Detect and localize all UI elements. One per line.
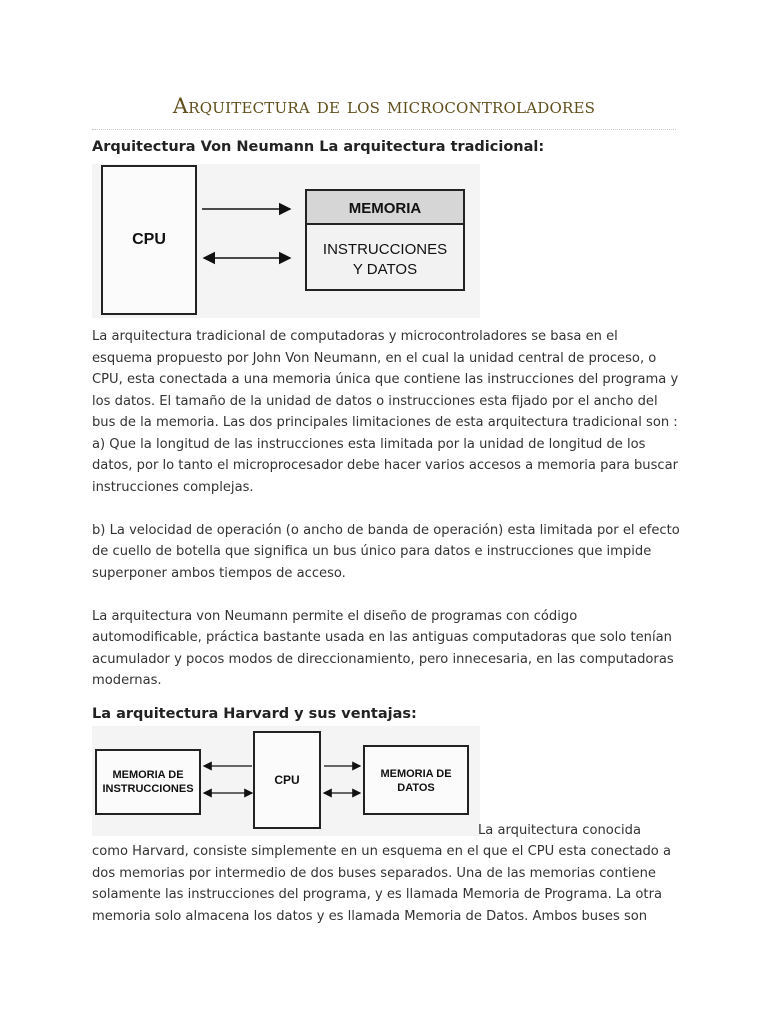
von-neumann-text [92,326,682,692]
paragraph-limitation-a: a) Que la longitud de las instrucciones esta limitada por la unidad de longitud de los datos, por lo tanto el microprocesador debe hacer varios accesos a memoria para buscar instrucciones complejas. [92,436,679,495]
harvard-diagram [92,726,480,836]
harvard-text-start: La arquitectura conocida [478,823,641,838]
memory-contents-line2: Y DATOS [352,261,418,278]
von-neumann-heading: Arquitectura Von Neumann La arquitectura tradicional: [92,139,545,155]
memory-label: MEMORIA [348,200,422,217]
memory-contents-line1: INSTRUCCIONES [322,241,448,258]
instruction-memory-box [96,750,200,814]
page-title: Arquitectura de los microcontroladores [172,94,596,118]
paragraph-self-modifying: La arquitectura von Neumann permite el diseño de programas con código automodificable, práctica bastante usada en las antiguas computadoras que solo tenían acumulador y pocos modos de direccionamiento, pero innecesaria, en las computadoras modernas. [92,608,674,688]
harvard-heading: La arquitectura Harvard y sus ventajas: [92,706,417,722]
data-memory-line2: DATOS [397,782,435,794]
harvard-cpu-label: CPU [274,773,300,787]
data-memory-line1: MEMORIA DE [380,768,452,780]
instruction-memory-line1: MEMORIA DE [112,769,184,781]
von-neumann-diagram [92,164,480,318]
data-memory-box [364,746,468,814]
harvard-text: como Harvard, consiste simplemente en un esquema en el que el CPU esta conectado a dos memorias por intermedio de dos buses separados. Una de las memorias contiene solamente las instrucciones del programa, y es llamada Memoria de Programa. La otra memoria solo almacena los datos y es llamada Memoria de Datos. Ambos buses son [92,844,672,924]
cpu-label: CPU [132,231,166,248]
title-divider [92,129,676,130]
paragraph-limitation-b: b) La velocidad de operación (o ancho de banda de operación) esta limitada por el efecto de cuello de botella que significa un bus único para datos e instrucciones que impide superponer ambos tiempos de acceso. [92,522,680,581]
paragraph-intro: La arquitectura tradicional de computadoras y microcontroladores se basa en el esquema propuesto por John Von Neumann, en el cual la unidad central de proceso, o CPU, esta conectada a una memoria única que contiene las instrucciones del programa y los datos. El tamaño de la unidad de datos o instrucciones esta fijado por el ancho del bus de la memoria. Las dos principales limitaciones de esta arquitectura tradicional son : [92,329,679,430]
instruction-memory-line2: INSTRUCCIONES [102,783,194,795]
